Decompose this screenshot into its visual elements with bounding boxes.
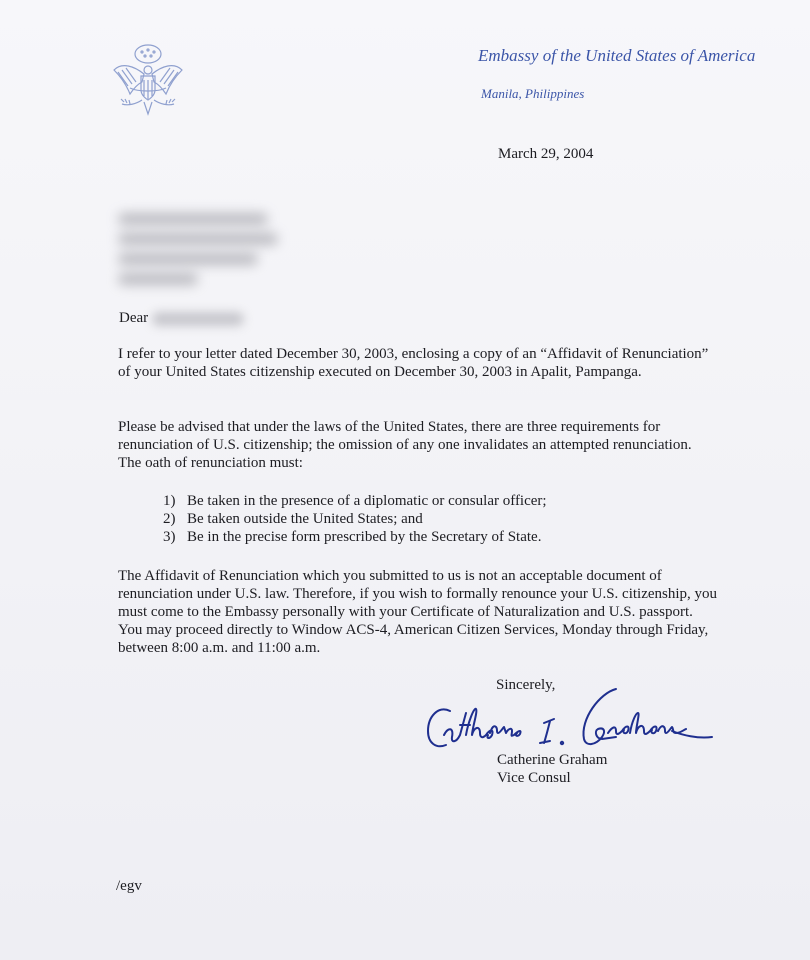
salutation [119, 310, 244, 327]
embassy-name: Embassy of the United States of America [478, 46, 756, 65]
paragraph-requirements-intro: Please be advised that under the laws of the United States, there are three requirements for renunciation of U.S. citizenship; the omission of any one invalidates an attempted renunciation. The oath of renunciation must: [118, 419, 692, 471]
requirements-list [163, 492, 547, 546]
paragraph-reference: I refer to your letter dated December 30, 2003, enclosing a copy of an “Affidavit of Renunciation” of your United States citizenship executed on December 30, 2003 in Apalit, Pampanga. [118, 346, 709, 380]
signer-title: Vice Consul [497, 770, 571, 786]
list-item-text: Be taken in the presence of a diplomatic or consular officer; [187, 493, 547, 509]
redacted-recipient-name [152, 312, 244, 326]
embassy-city: Manila, Philippines [481, 86, 585, 101]
list-item [163, 510, 547, 528]
redacted-recipient-address [110, 205, 310, 300]
list-item [163, 528, 547, 546]
list-item-text: Be taken outside the United States; and [187, 511, 423, 527]
great-seal-icon [108, 40, 188, 122]
reference-initials: /egv [116, 878, 142, 894]
list-item-number: 3) [163, 529, 176, 545]
letter-date: March 29, 2004 [498, 146, 594, 162]
signer-name: Catherine Graham [497, 752, 608, 768]
paragraph-instructions: The Affidavit of Renunciation which you submitted to us is not an acceptable document of renunciation under U.S. law. Therefore, if you wish to formally renounce your U.S. citizenship, you must come to the Embassy personally with your Certificate of Naturalization and U.S. passport. You may proceed directly to Window ACS-4, American Citizen Services, Monday through Friday, between 8:00 a.m. and 11:00 a.m. [118, 568, 718, 656]
list-item-text: Be in the precise form prescribed by the Secretary of State. [187, 529, 542, 545]
closing: Sincerely, [496, 677, 556, 693]
list-item-number: 2) [163, 511, 176, 527]
list-item [163, 492, 547, 510]
salutation-greeting: Dear [119, 310, 149, 326]
list-item-number: 1) [163, 493, 176, 509]
